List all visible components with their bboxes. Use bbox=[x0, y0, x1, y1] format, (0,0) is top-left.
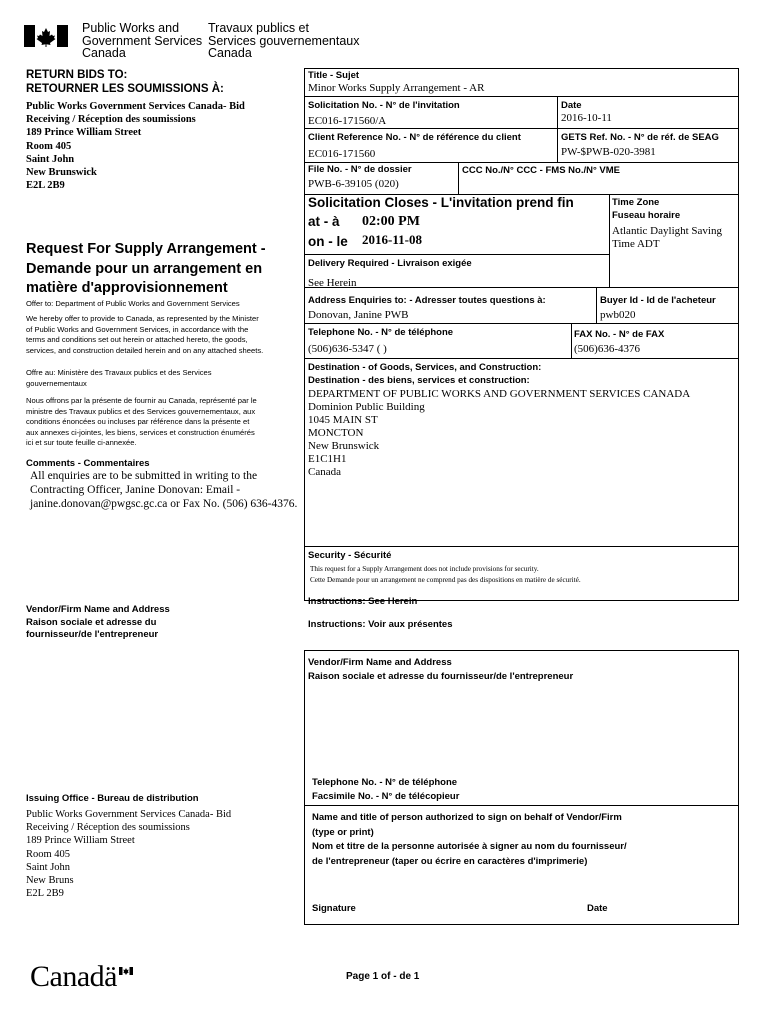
vendor-firm-left-label: Vendor/Firm Name and Address Raison sociale et adresse du fournisseur/de l'entrepreneur bbox=[26, 604, 170, 640]
issuing-office-address: Public Works Government Services Canada- Bid Receiving / Réception des soumissions 189 Prince William Street Room 405 Saint John New Bruns E2L 2B9 bbox=[26, 809, 232, 900]
timezone-label-fr: Fuseau horaire bbox=[612, 210, 681, 221]
signature-label: Signature bbox=[312, 903, 356, 914]
security-label: Security - Sécurité bbox=[308, 550, 392, 561]
offer-to: Offer to: Department of Public Works and Government Services bbox=[26, 299, 240, 308]
on-value: 2016-11-08 bbox=[362, 232, 422, 247]
gets-label: GETS Ref. No. - N° de réf. de SEAG bbox=[561, 132, 719, 143]
vendor-name-address-field[interactable] bbox=[306, 686, 736, 772]
department-name-fr: Travaux publics et Services gouvernementaux Canada bbox=[208, 21, 360, 60]
address-enquiries-value: Donovan, Janine PWB bbox=[308, 309, 409, 321]
timezone-label-en: Time Zone bbox=[612, 197, 660, 208]
delivery-label: Delivery Required - Livraison exigée bbox=[308, 258, 472, 269]
wordmark-flag-icon bbox=[119, 962, 133, 970]
vendor-telephone-label: Telephone No. - N° de téléphone bbox=[312, 777, 458, 788]
date-label: Date bbox=[561, 100, 582, 111]
client-ref-value: EC016-171560 bbox=[308, 148, 376, 160]
fax-value: (506)636-4376 bbox=[574, 343, 640, 355]
security-text-en: This request for a Supply Arrangement does not include provisions for security. bbox=[310, 565, 539, 573]
comments-label: Comments - Commentaires bbox=[26, 458, 150, 469]
title-value: Minor Works Supply Arrangement - AR bbox=[308, 82, 485, 94]
page-number: Page 1 of - de 1 bbox=[346, 971, 420, 982]
date-value: 2016-10-11 bbox=[561, 112, 612, 124]
vendor-facsimile-label: Facsimile No. - N° de télécopieur bbox=[312, 791, 460, 802]
buyer-id-label: Buyer Id - Id de l'acheteur bbox=[600, 295, 716, 306]
authorized-person-field[interactable] bbox=[306, 868, 736, 898]
title-label: Title - Sujet bbox=[308, 70, 360, 81]
offre-au: Offre au: Ministère des Travaux publics et des Services gouvernementaux bbox=[26, 368, 212, 388]
solicitation-value: EC016-171560/A bbox=[308, 115, 387, 127]
telephone-label: Telephone No. - N° de téléphone bbox=[308, 327, 454, 338]
vendor-box-label-en: Vendor/Firm Name and Address bbox=[308, 657, 452, 668]
vendor-box-label-fr: Raison sociale et adresse du fournisseur/de l'entrepreneur bbox=[308, 671, 574, 682]
at-value: 02:00 PM bbox=[362, 214, 420, 229]
request-title: Request For Supply Arrangement - Demande pour un arrangement en matière d'approvisionnement bbox=[26, 241, 266, 296]
fax-label: FAX No. - N° de FAX bbox=[574, 329, 665, 340]
at-label: at - à bbox=[308, 214, 340, 229]
client-ref-label: Client Reference No. - N° de référence du client bbox=[308, 132, 521, 143]
solicitation-closes-label: Solicitation Closes - L'invitation prend fin bbox=[308, 195, 574, 210]
on-label: on - le bbox=[308, 234, 348, 249]
gets-value: PW-$PWB-020-3981 bbox=[561, 146, 656, 158]
destination-label-en: Destination - of Goods, Services, and Construction: bbox=[308, 362, 542, 373]
security-text-fr: Cette Demande pour un arrangement ne comprend pas des dispositions en matière de sécurité. bbox=[310, 576, 581, 584]
authorized-person-label: Name and title of person authorized to sign on behalf of Vendor/Firm (type or print) Nom et titre de la personne autorisée à signer au nom du fournisseur/ de l'entrepreneur (taper ou écrire en caractères d'imprimerie) bbox=[312, 812, 627, 867]
file-value: PWB-6-39105 (020) bbox=[308, 178, 399, 190]
buyer-id-value: pwb020 bbox=[600, 309, 636, 321]
signature-date-label: Date bbox=[587, 903, 608, 914]
timezone-value: Atlantic Daylight Saving Time ADT bbox=[612, 225, 722, 250]
comments-text: All enquiries are to be submitted in writing to the Contracting Officer, Janine Donovan: Email - janine.donovan@pwgsc.gc.ca or Fax No. (506) 636-4376. bbox=[30, 470, 298, 510]
return-bids-address: Public Works Government Services Canada- Bid Receiving / Réception des soumissions 189 Prince William Street Room 405 Saint John New Brunswick E2L 2B9 bbox=[26, 101, 245, 192]
file-label: File No. - N° de dossier bbox=[308, 164, 412, 175]
issuing-office-label: Issuing Office - Bureau de distribution bbox=[26, 793, 199, 804]
offer-text-fr: Nous offrons par la présente de fournir au Canada, représenté par le ministre des Travaux publics et des Services gouvernementaux, aux conditions énoncées ou incluses par référence dans la présente et aux annexes ci-jointes, les biens, services et construction énumérés ici et sur toute feuille ci-annexée. bbox=[26, 396, 257, 447]
return-bids-title: RETURN BIDS TO: RETOURNER LES SOUMISSIONS À: bbox=[26, 69, 224, 95]
telephone-value: (506)636-5347 ( ) bbox=[308, 343, 387, 355]
solicitation-label: Solicitation No. - N° de l'invitation bbox=[308, 100, 460, 111]
canada-flag-logo bbox=[24, 25, 68, 47]
destination-address: DEPARTMENT OF PUBLIC WORKS AND GOVERNMENT SERVICES CANADA Dominion Public Building 1045 MAIN ST MONCTON New Brunswick E1C1H1 Canada bbox=[308, 388, 691, 478]
address-enquiries-label: Address Enquiries to: - Adresser toutes questions à: bbox=[308, 295, 546, 306]
department-name-en: Public Works and Government Services Canada bbox=[82, 21, 203, 60]
ccc-label: CCC No./N° CCC - FMS No./N° VME bbox=[462, 165, 621, 176]
canada-wordmark: Canadä bbox=[30, 960, 117, 993]
delivery-value: See Herein bbox=[308, 277, 357, 289]
instructions-fr: Instructions: Voir aux présentes bbox=[308, 619, 453, 630]
destination-label-fr: Destination - des biens, services et construction: bbox=[308, 375, 530, 386]
instructions-en: Instructions: See Herein bbox=[308, 596, 418, 607]
offer-text-en: We hereby offer to provide to Canada, as represented by the Minister of Public Works and Government Services, in accordance with the terms and conditions set out herein or attached hereto, the goods, services, and construction detailed herein and on any attached sheets. bbox=[26, 314, 264, 355]
